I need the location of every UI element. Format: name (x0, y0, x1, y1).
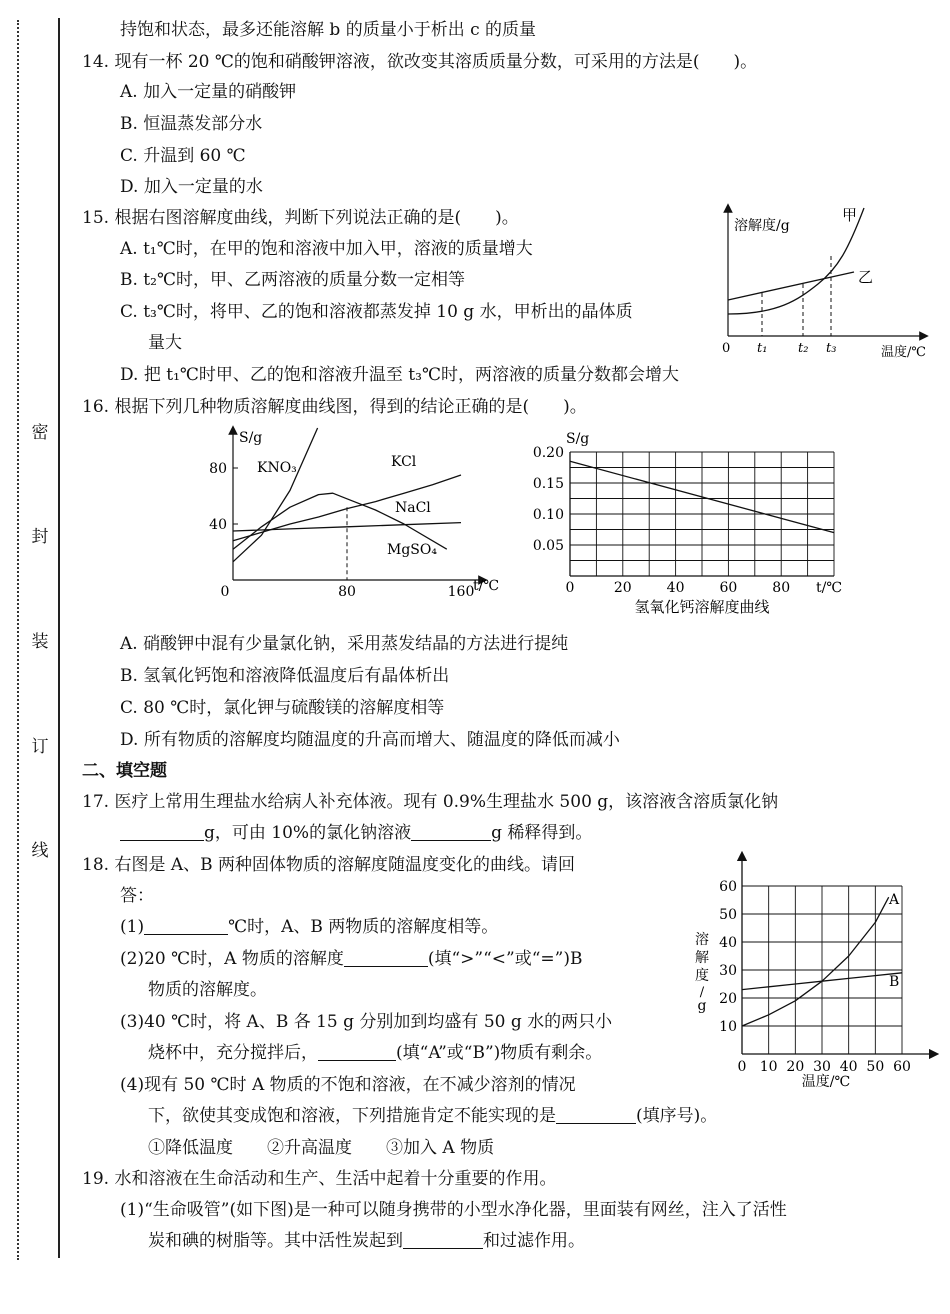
text-line-l13: A. 硝酸钾中混有少量氯化钠，采用蒸发结晶的方法进行提纯 (120, 634, 569, 654)
chart-title: 氢氧化钙溶解度曲线 (634, 598, 770, 616)
text-line-l18: 17. 医疗上常用生理盐水给病人补充体液。现有 0.9%生理盐水 500 g，该溶液含溶质氯化钠 (82, 792, 779, 812)
y-tick-label: 60 (719, 879, 737, 895)
text-line-l9: C. t₃℃时，将甲、乙的饱和溶液都蒸发掉 10 g 水，甲析出的晶体质 (120, 302, 633, 322)
x-tick-label: 80 (772, 580, 791, 596)
text-line-l16: D. 所有物质的溶解度均随温度的升高而增大、随温度的降低而减小 (120, 730, 620, 750)
text-line-l3: B. 恒温蒸发部分水 (120, 114, 263, 134)
answer-blank[interactable] (120, 822, 204, 841)
text-line-l0: 持饱和状态，最多还能溶解 b 的质量小于析出 c 的质量 (120, 20, 537, 40)
text-line-l14: B. 氢氧化钙饱和溶液降低温度后有晶体析出 (120, 666, 450, 686)
x-axis-label: 温度/℃ (801, 1074, 851, 1090)
chart-q16-left (205, 420, 505, 600)
y-tick-label: 30 (719, 963, 737, 979)
text-line-l11: D. 把 t₁℃时甲、乙的饱和溶液升温至 t₃℃时，两溶液的质量分数都会增大 (120, 365, 679, 385)
x-tick-label: 10 (759, 1059, 778, 1075)
x-tick-label: 0 (737, 1059, 747, 1075)
answer-blank[interactable] (318, 1042, 396, 1061)
y-tick-label: 0.15 (532, 476, 564, 492)
q19-part1-cont: 炭和碘的树脂等。其中活性炭起到 和过滤作用。 (148, 1231, 585, 1251)
text-line-l15: C. 80 ℃时，氯化钾与硫酸镁的溶解度相等 (120, 698, 445, 718)
x-tick-label: 80 (338, 584, 356, 600)
x-tick-label: 30 (813, 1059, 831, 1075)
series-label-2: NaCl (395, 500, 431, 516)
x-tick-label: 20 (786, 1059, 805, 1075)
y-tick-label: 40 (209, 517, 227, 533)
y-tick-label: 50 (719, 907, 737, 923)
text-line-l7: A. t₁℃时，在甲的饱和溶液中加入甲，溶液的质量增大 (120, 239, 533, 259)
y-tick-label: 0.20 (532, 445, 564, 461)
answer-blank[interactable] (344, 948, 428, 967)
chart-q18 (690, 850, 940, 1096)
binding-char-zhuang: 装 (31, 632, 49, 652)
binding-solid-line (58, 18, 60, 1258)
text-line-l30: 19. 水和溶液在生命活动和生产、生活中起着十分重要的作用。 (82, 1169, 557, 1189)
y-axis-label-char: 溶 (695, 932, 709, 948)
y-tick-label: 0.05 (532, 538, 564, 554)
q18-part2: (2)20 ℃时，A 物质的溶解度 (填“>”“<”或“=”)B (120, 949, 583, 969)
text-line-l2: A. 加入一定量的硝酸钾 (120, 82, 297, 102)
x-tick-label: 160 (447, 584, 475, 600)
x-tick-label: 0 (220, 584, 230, 600)
y-axis-label-char: 解 (695, 950, 709, 966)
binding-dotted-line (17, 20, 19, 1260)
text-line-l6: 15. 根据右图溶解度曲线，判断下列说法正确的是( )。 (82, 208, 519, 228)
tick-t2: t₂ (798, 341, 809, 356)
text-line-l25: (3)40 ℃时，将 A、B 各 15 g 分别加到均盛有 50 g 水的两只小 (120, 1012, 613, 1032)
text-line-l29: ①降低温度 ②升高温度 ③加入 A 物质 (148, 1138, 495, 1158)
q18-part4-cont: 下，欲使其变成饱和溶液，下列措施肯定不能实现的是 (填序号)。 (148, 1106, 718, 1126)
series-label-B: B (889, 974, 900, 990)
y-tick-label: 20 (719, 991, 737, 1007)
text-line-l4: C. 升温到 60 ℃ (120, 146, 246, 166)
text-line-l12: 16. 根据下列几种物质溶解度曲线图，得到的结论正确的是( )。 (82, 397, 587, 417)
x-tick-label: 20 (613, 580, 632, 596)
text-line-l21: 答： (120, 886, 154, 906)
chart-q15 (718, 200, 940, 360)
q18-part3-cont: 烧杯中，充分搅拌后， (填“A”或“B”)物质有剩余。 (148, 1043, 603, 1063)
y-axis-label: S/g (566, 431, 590, 447)
y-tick-label: 40 (719, 935, 737, 951)
text-line-l5: D. 加入一定量的水 (120, 177, 263, 197)
answer-blank[interactable] (144, 916, 228, 935)
series-yi-curve (728, 272, 854, 300)
answer-blank[interactable] (403, 1230, 483, 1249)
y-tick-label: 10 (719, 1019, 737, 1035)
text-line-l27: (4)现有 50 ℃时 A 物质的不饱和溶液，在不减少溶剂的情况 (120, 1075, 576, 1095)
x-tick-label: 60 (893, 1059, 911, 1075)
x-tick-label: 50 (866, 1059, 885, 1075)
y-axis-label-slash: / (699, 985, 705, 1000)
x-tick-label: 60 (719, 580, 738, 596)
chart-q16-right (520, 424, 850, 620)
origin-label: 0 (722, 341, 731, 356)
tick-t3: t₃ (826, 341, 837, 356)
q17-blank-line: g，可由 10%的氯化钠溶液 g 稀释得到。 (120, 821, 592, 845)
binding-char-xian: 线 (31, 841, 49, 861)
text-line-l24: 物质的溶解度。 (148, 980, 267, 1000)
section-title: 二、填空题 (82, 761, 167, 781)
x-tick-label: 40 (839, 1059, 858, 1075)
text-line-l31: (1)“生命吸管”(如下图)是一种可以随身携带的小型水净化器，里面装有网丝，注入了活性 (120, 1200, 787, 1220)
q18-part1: (1) ℃时，A、B 两物质的溶解度相等。 (120, 917, 499, 937)
binding-char-feng: 封 (31, 527, 49, 547)
series-label-A: A (889, 892, 900, 908)
x-tick-label: 40 (666, 580, 685, 596)
text-line-l8: B. t₂℃时，甲、乙两溶液的质量分数一定相等 (120, 270, 465, 290)
series-label-jia: 甲 (842, 206, 858, 224)
y-axis-label-unit: g (697, 998, 707, 1014)
y-axis-label: S/g (239, 430, 263, 446)
series-line-0 (233, 428, 318, 562)
answer-blank[interactable] (411, 822, 491, 841)
text-line-l20: 18. 右图是 A、B 两种固体物质的溶解度随温度变化的曲线。请回 (82, 855, 576, 875)
x-tick-label: 0 (565, 580, 575, 596)
y-tick-label: 0.10 (532, 507, 564, 523)
y-tick-label: 80 (209, 461, 227, 477)
y-axis-label-char: 度 (695, 968, 709, 984)
series-line-0 (742, 897, 889, 1026)
x-label: 温度/℃ (881, 345, 926, 360)
binding-char-ding: 订 (31, 737, 49, 757)
series-label-1: KCl (391, 454, 417, 470)
series-label-0: KNO₃ (257, 460, 297, 476)
series-label-yi: 乙 (858, 268, 874, 286)
binding-margin (0, 0, 62, 1314)
tick-t1: t₁ (757, 341, 768, 356)
x-axis-label: t/℃ (473, 578, 500, 594)
x-axis-label: t/℃ (816, 580, 843, 596)
text-line-l10: 量大 (148, 333, 182, 353)
answer-blank[interactable] (556, 1105, 636, 1124)
series-label-3: MgSO₄ (387, 542, 437, 558)
text-line-l1: 14. 现有一杯 20 ℃的饱和硝酸钾溶液，欲改变其溶质质量分数，可采用的方法是( )。 (82, 52, 758, 72)
binding-char-mi: 密 (31, 423, 49, 443)
y-label: 溶解度/g (734, 218, 790, 234)
